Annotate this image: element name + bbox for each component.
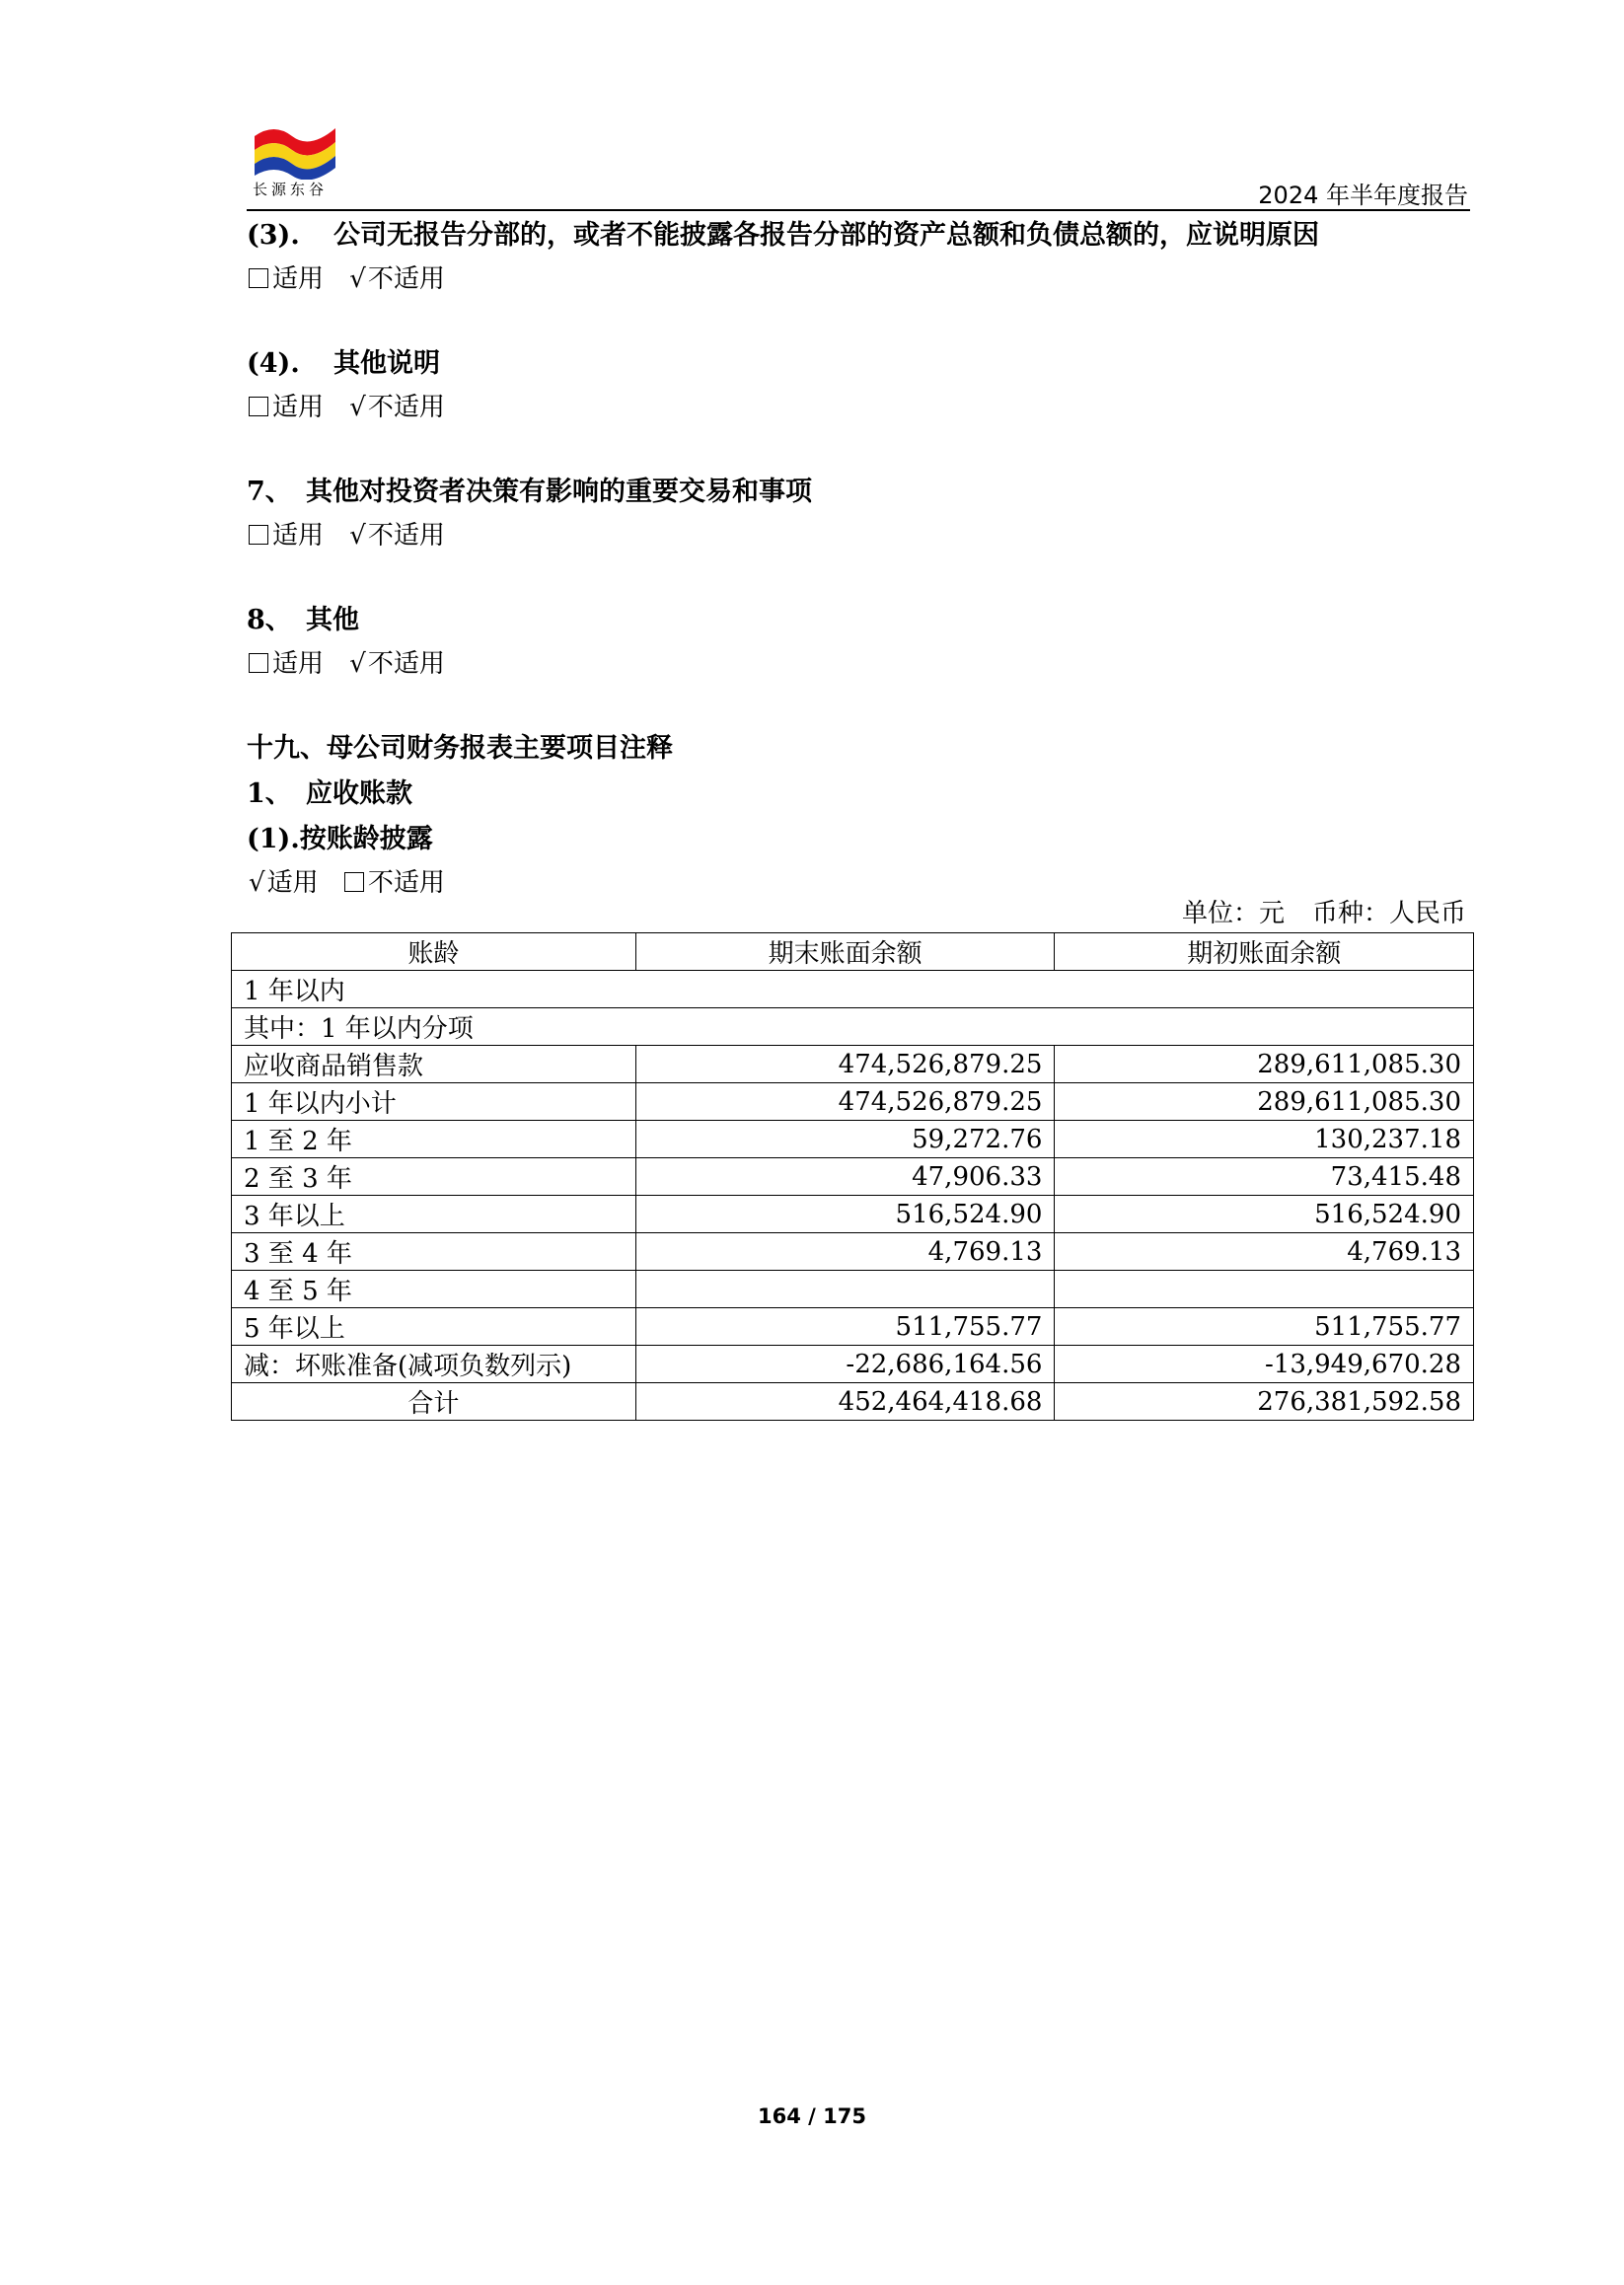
logo-text: 长源东谷 [253,181,329,198]
section-title: 其他对投资者决策有影响的重要交易和事项 [306,477,812,507]
table-row [232,1196,1474,1233]
row-label: 其中：1 年以内分项 [232,1008,1474,1046]
column-header-aging: 账龄 [232,933,636,971]
section-title: 公司无报告分部的，或者不能披露各报告分部的资产总额和负债总额的，应说明原因 [333,220,1319,251]
row-label: 1 年以内小计 [232,1083,636,1121]
beginning-balance-cell: 289,611,085.30 [1055,1083,1474,1121]
ending-balance-cell: 511,755.77 [635,1308,1055,1346]
unit-currency-line [1182,893,1466,929]
beginning-balance-cell: 276,381,592.58 [1055,1383,1474,1421]
header-divider [247,209,1470,211]
beginning-balance-cell: 516,524.90 [1055,1196,1474,1233]
row-label: 减：坏账准备(减项负数列示) [232,1346,636,1383]
row-label: 1 至 2 年 [232,1121,636,1158]
report-title: 2024 年半年度报告 [1258,182,1468,209]
applicable-label: 适用 [272,393,325,422]
section-title: 其他说明 [333,348,440,379]
applicability-row [249,387,445,423]
section-heading-8 [247,598,359,636]
table-row [232,1346,1474,1383]
not-applicable-label: 不适用 [367,868,445,898]
applicability-row [249,643,445,680]
section-number: (4). [247,348,300,379]
applicable-label: 适用 [266,868,319,898]
chapter-title: 十九、母公司财务报表主要项目注释 [247,733,673,764]
beginning-balance-cell: 511,755.77 [1055,1308,1474,1346]
not-applicable-label: 不适用 [367,649,445,679]
row-label: 4 至 5 年 [232,1271,636,1308]
table-row [232,1233,1474,1271]
row-label: 应收商品销售款 [232,1046,636,1083]
ending-balance-cell: 452,464,418.68 [635,1383,1055,1421]
row-label: 1 年以内 [232,971,1474,1008]
checkmark-icon: √ [349,393,366,422]
table-row [232,1083,1474,1121]
beginning-balance-cell: 130,237.18 [1055,1121,1474,1158]
beginning-balance-cell [1055,1271,1474,1308]
currency-label: 币种：人民币 [1311,899,1466,928]
applicability-row [249,515,445,552]
ending-balance-cell: 47,906.33 [635,1158,1055,1196]
table-row [232,1308,1474,1346]
applicable-label: 适用 [272,649,325,679]
row-label: 3 至 4 年 [232,1233,636,1271]
checkbox-unchecked-icon [344,872,364,892]
table-body [232,971,1474,1421]
not-applicable-label: 不适用 [367,393,445,422]
table-row [232,1121,1474,1158]
table-header-row [232,933,1474,971]
row-label: 5 年以上 [232,1308,636,1346]
table-row [232,1158,1474,1196]
checkbox-unchecked-icon [249,653,268,673]
checkmark-icon: √ [349,649,366,679]
beginning-balance-cell: 289,611,085.30 [1055,1046,1474,1083]
section-title: 其他 [306,605,359,635]
row-label: 2 至 3 年 [232,1158,636,1196]
checkmark-icon: √ [249,868,265,898]
checkmark-icon: √ [349,521,366,551]
applicability-row [249,862,445,899]
item-heading: (1).按账龄披露 [247,824,433,854]
row-label: 3 年以上 [232,1196,636,1233]
ending-balance-cell: 59,272.76 [635,1121,1055,1158]
ending-balance-cell: -22,686,164.56 [635,1346,1055,1383]
table-row [232,1046,1474,1083]
column-header-ending-balance: 期末账面余额 [635,933,1055,971]
unit-label: 单位：元 [1181,899,1285,928]
ending-balance-cell: 4,769.13 [635,1233,1055,1271]
section-number: (3). [247,220,300,251]
table-row [232,1271,1474,1308]
section-number: 7、 [247,477,292,507]
column-header-beginning-balance: 期初账面余额 [1055,933,1474,971]
subsection-title: 应收账款 [306,778,412,809]
not-applicable-label: 不适用 [367,264,445,294]
beginning-balance-cell: 4,769.13 [1055,1233,1474,1271]
beginning-balance-cell: 73,415.48 [1055,1158,1474,1196]
applicability-row [249,258,445,295]
table-row [232,1383,1474,1421]
table-row [232,1008,1474,1046]
applicable-label: 适用 [272,264,325,294]
beginning-balance-cell: -13,949,670.28 [1055,1346,1474,1383]
ending-balance-cell: 474,526,879.25 [635,1083,1055,1121]
applicable-label: 适用 [272,521,325,551]
section-number: 8、 [247,605,292,635]
checkbox-unchecked-icon [249,525,268,545]
not-applicable-label: 不适用 [367,521,445,551]
ending-balance-cell: 516,524.90 [635,1196,1055,1233]
section-heading-4 [247,341,440,380]
section-heading-7 [247,470,812,508]
page-number: 164 / 175 [758,2104,866,2128]
checkbox-unchecked-icon [249,397,268,416]
checkbox-unchecked-icon [249,268,268,288]
subsection-number: 1、 [247,778,292,809]
table-row [232,971,1474,1008]
ending-balance-cell: 474,526,879.25 [635,1046,1055,1083]
row-label: 合计 [232,1383,636,1421]
checkmark-icon: √ [349,264,366,294]
section-heading-3 [247,213,1319,252]
aging-table [231,932,1474,1421]
ending-balance-cell [635,1271,1055,1308]
subsection-heading [247,772,412,810]
